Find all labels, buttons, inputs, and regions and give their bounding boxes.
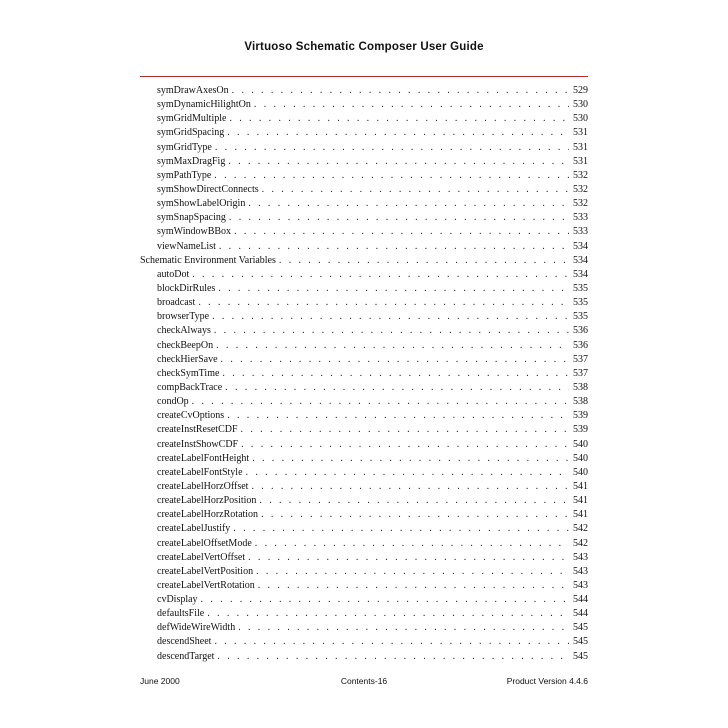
toc-entry-page: 544 [573,608,588,620]
toc-entry[interactable] [140,551,588,565]
toc-entry-page: 539 [573,410,588,422]
toc-entry-label: broadcast [157,297,196,309]
toc-entry-label: createLabelHorzPosition [157,495,257,507]
toc-dot-leader [219,240,569,254]
toc-entry[interactable] [140,169,588,183]
toc-entry-label: createLabelHorzRotation [157,509,259,521]
toc-entry-label: createInstShowCDF [157,438,239,450]
toc-entry-label: symShowLabelOrigin [157,198,246,210]
toc-entry-page: 536 [573,339,588,351]
page-header-title: Virtuoso Schematic Composer User Guide [244,41,484,53]
toc-entry-page: 535 [573,297,588,309]
toc-entry[interactable] [140,339,588,353]
toc-dot-leader [227,409,569,423]
toc-dot-leader [221,353,569,367]
toc-dot-leader [212,310,569,324]
toc-dot-leader [262,183,569,197]
toc-dot-leader [246,466,569,480]
toc-entry-page: 531 [573,155,588,167]
toc-dot-leader [233,522,569,536]
toc-entry-label: checkBeepOn [157,339,214,351]
toc-entry-page: 537 [573,367,588,379]
toc-entry-page: 544 [573,594,588,606]
toc-entry-page: 543 [573,579,588,591]
toc-entry[interactable] [140,650,588,664]
toc-entry-label: Schematic Environment Variables [140,254,276,266]
toc-entry-page: 542 [573,537,588,549]
toc-dot-leader [241,438,569,452]
toc-entry-label: symDrawAxesOn [157,85,229,96]
toc-entry[interactable] [140,268,588,282]
toc-dot-leader [201,593,569,607]
toc-entry-page: 529 [573,85,588,96]
toc-dot-leader [214,635,569,649]
toc-entry[interactable] [140,607,588,621]
toc-entry-label: cvDisplay [157,594,198,606]
toc-dot-leader [254,98,569,112]
toc-entry-label: symGridType [157,141,212,153]
toc-dot-leader [222,367,569,381]
toc-entry-label: createLabelVertRotation [157,579,255,591]
toc-entry-label: blockDirRules [157,282,216,294]
toc-entry[interactable] [140,466,588,480]
toc-entry-page: 534 [573,254,588,266]
toc-entry-page: 533 [573,212,588,224]
toc-dot-leader [248,197,569,211]
toc-entry[interactable] [140,367,588,381]
footer-date: June 2000 [140,676,180,686]
toc-entry[interactable] [140,537,588,551]
toc-entry-label: autoDot [157,268,190,280]
toc-entry[interactable] [140,635,588,649]
toc-entry-page: 541 [573,480,588,492]
toc-entry-label: createLabelJustify [157,523,231,535]
toc-dot-leader [234,225,569,239]
toc-dot-leader [217,650,569,664]
toc-entry-label: viewNameList [157,240,216,252]
toc-entry-label: condOp [157,396,189,408]
toc-entry-label: createLabelVertPosition [157,565,254,577]
toc-entry[interactable] [140,508,588,522]
toc-dot-leader [192,395,569,409]
footer-version: Product Version 4.4.6 [506,676,588,686]
toc-entry[interactable] [140,522,588,536]
toc-dot-leader [238,621,569,635]
toc-dot-leader [216,339,569,353]
toc-entry-label: createLabelOffsetMode [157,537,252,549]
toc-entry[interactable] [140,579,588,593]
toc-entry[interactable] [140,112,588,126]
toc-entry[interactable] [140,593,588,607]
toc-entry[interactable] [140,225,588,239]
toc-entry-page: 545 [573,636,588,648]
toc-entry-page: 542 [573,523,588,535]
toc-dot-leader [225,381,569,395]
toc-entry[interactable] [140,254,588,268]
toc-entry-label: defaultsFile [157,608,205,620]
toc-entry[interactable] [140,84,588,98]
toc-entry-label: createLabelFontHeight [157,452,250,464]
toc-entry-page: 545 [573,622,588,634]
toc-entry[interactable] [140,141,588,155]
toc-entry-page: 540 [573,438,588,450]
toc-entry-label: checkHierSave [157,353,218,365]
toc-entry-label: createInstResetCDF [157,424,238,436]
toc-dot-leader [229,211,569,225]
toc-entry[interactable] [140,494,588,508]
toc-entry-label: symGridSpacing [157,127,225,139]
toc-entry-page: 532 [573,169,588,181]
toc-dot-leader [259,494,569,508]
toc-dot-leader [229,112,569,126]
table-of-contents [140,84,588,664]
toc-entry-page: 540 [573,466,588,478]
toc-dot-leader [218,282,569,296]
toc-entry-label: checkAlways [157,325,211,337]
toc-entry[interactable] [140,296,588,310]
toc-entry[interactable] [140,438,588,452]
toc-entry-page: 530 [573,99,588,111]
toc-entry-page: 539 [573,424,588,436]
toc-entry-page: 533 [573,226,588,238]
toc-entry-label: symSnapSpacing [157,212,226,224]
toc-entry-label: descendSheet [157,636,212,648]
header-divider [140,76,588,77]
toc-entry-page: 538 [573,381,588,393]
toc-dot-leader [198,296,569,310]
toc-entry-label: checkSymTime [157,367,220,379]
toc-dot-leader [252,452,569,466]
toc-entry-page: 543 [573,551,588,563]
toc-entry[interactable] [140,409,588,423]
toc-entry-label: symMaxDragFig [157,155,226,167]
toc-entry-page: 535 [573,311,588,323]
toc-dot-leader [251,480,569,494]
toc-dot-leader [207,607,569,621]
toc-entry[interactable] [140,197,588,211]
toc-entry[interactable] [140,183,588,197]
toc-dot-leader [248,551,569,565]
toc-entry[interactable] [140,310,588,324]
toc-entry[interactable] [140,565,588,579]
toc-entry-page: 537 [573,353,588,365]
toc-entry[interactable] [140,480,588,494]
toc-entry-label: descendTarget [157,650,215,662]
toc-entry-label: browserType [157,311,210,323]
toc-entry-page: 531 [573,141,588,153]
toc-entry-label: createLabelFontStyle [157,466,243,478]
toc-entry-page: 534 [573,240,588,252]
toc-entry-label: createLabelVertOffset [157,551,246,563]
toc-entry[interactable] [140,452,588,466]
toc-entry[interactable] [140,126,588,140]
toc-entry-page: 541 [573,509,588,521]
toc-entry-page: 530 [573,113,588,125]
toc-dot-leader [279,254,569,268]
toc-entry-page: 545 [573,650,588,662]
toc-entry-label: createLabelHorzOffset [157,480,249,492]
toc-entry-page: 541 [573,495,588,507]
toc-dot-leader [258,579,569,593]
toc-dot-leader [256,565,569,579]
toc-entry[interactable] [140,621,588,635]
toc-entry[interactable] [140,395,588,409]
toc-dot-leader [241,423,569,437]
toc-entry[interactable] [140,423,588,437]
toc-dot-leader [228,155,569,169]
toc-entry-label: symPathType [157,169,212,181]
toc-entry[interactable] [140,282,588,296]
toc-entry-label: createCvOptions [157,410,225,422]
toc-entry[interactable] [140,353,588,367]
toc-entry[interactable] [140,324,588,338]
toc-entry-label: symDynamicHilightOn [157,99,251,111]
toc-dot-leader [214,169,569,183]
toc-entry-page: 531 [573,127,588,139]
toc-dot-leader [261,508,569,522]
toc-entry-page: 540 [573,452,588,464]
toc-entry-page: 534 [573,268,588,280]
toc-entry[interactable] [140,381,588,395]
toc-entry-label: defWideWireWidth [157,622,236,634]
toc-entry[interactable] [140,211,588,225]
toc-entry-page: 543 [573,565,588,577]
toc-entry-label: compBackTrace [157,381,223,393]
toc-dot-leader [227,126,569,140]
toc-entry[interactable] [140,240,588,254]
toc-entry-label: symWindowBBox [157,226,232,238]
toc-entry[interactable] [140,98,588,112]
toc-dot-leader [215,141,569,155]
footer-page-number: Contents-16 [340,676,388,686]
toc-dot-leader [255,537,569,551]
toc-entry-label: symShowDirectConnects [157,183,259,195]
toc-entry[interactable] [140,155,588,169]
toc-dot-leader [214,324,569,338]
toc-entry-label: symGridMultiple [157,113,227,125]
toc-dot-leader [192,268,569,282]
toc-entry-page: 532 [573,183,588,195]
toc-entry-page: 536 [573,325,588,337]
toc-entry-page: 532 [573,198,588,210]
toc-entry-page: 535 [573,282,588,294]
toc-dot-leader [232,84,569,98]
toc-entry-page: 538 [573,396,588,408]
